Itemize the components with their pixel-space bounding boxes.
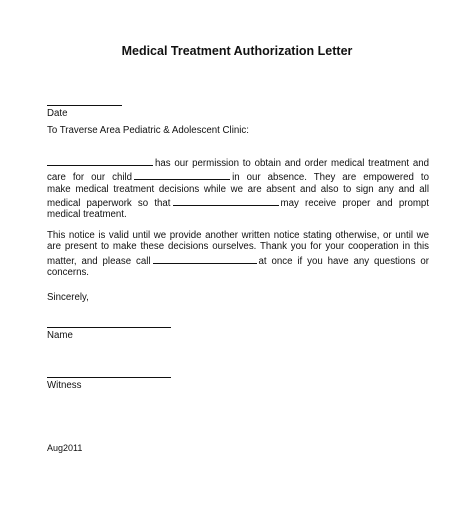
paragraph-line: medical treatment. bbox=[47, 209, 127, 221]
paragraph-line: This notice is valid until we provide another written notice stating otherwise, or until we bbox=[47, 230, 429, 241]
salutation: To Traverse Area Pediatric & Adolescent Clinic: bbox=[47, 125, 249, 136]
document-title: Medical Treatment Authorization Letter bbox=[121, 44, 353, 58]
paragraph-text: has our permission to obtain and order medical treatment and bbox=[155, 158, 429, 169]
paragraph-text: matter, and please call bbox=[47, 255, 151, 267]
permission-paragraph bbox=[47, 155, 429, 220]
footer-code: Aug2011 bbox=[47, 443, 83, 453]
paragraph-text: may receive proper and prompt bbox=[280, 197, 429, 209]
paragraph-line: concerns. bbox=[47, 266, 89, 278]
paragraph-line bbox=[47, 169, 429, 183]
paragraph-text: in our absence. They are empowered to bbox=[232, 172, 429, 184]
paragraph-text: at once if you have any questions or bbox=[258, 255, 429, 267]
guardian-name-blank[interactable] bbox=[47, 155, 153, 166]
paragraph-line bbox=[47, 253, 429, 267]
name-label: Name bbox=[47, 330, 73, 341]
validity-paragraph bbox=[47, 230, 429, 278]
child-name-blank[interactable] bbox=[134, 169, 230, 180]
witness-signature-line[interactable] bbox=[47, 377, 171, 378]
paragraph-line: make medical treatment decisions while we are absent and also to sign any and all bbox=[47, 183, 429, 195]
paragraph-line bbox=[47, 195, 429, 209]
child-name-blank-2[interactable] bbox=[173, 195, 279, 206]
phone-number-blank[interactable] bbox=[153, 253, 257, 264]
closing: Sincerely, bbox=[47, 292, 89, 303]
date-label: Date bbox=[47, 108, 68, 119]
paragraph-text: medical paperwork so that bbox=[47, 197, 171, 209]
witness-label: Witness bbox=[47, 380, 82, 391]
name-signature-line[interactable] bbox=[47, 327, 171, 328]
paragraph-line bbox=[47, 155, 429, 169]
paragraph-line: are present to make these decisions ourselves. Thank you for your cooperation in this bbox=[47, 241, 429, 253]
date-signature-line[interactable] bbox=[47, 105, 122, 106]
paragraph-text: care for our child bbox=[47, 172, 133, 184]
